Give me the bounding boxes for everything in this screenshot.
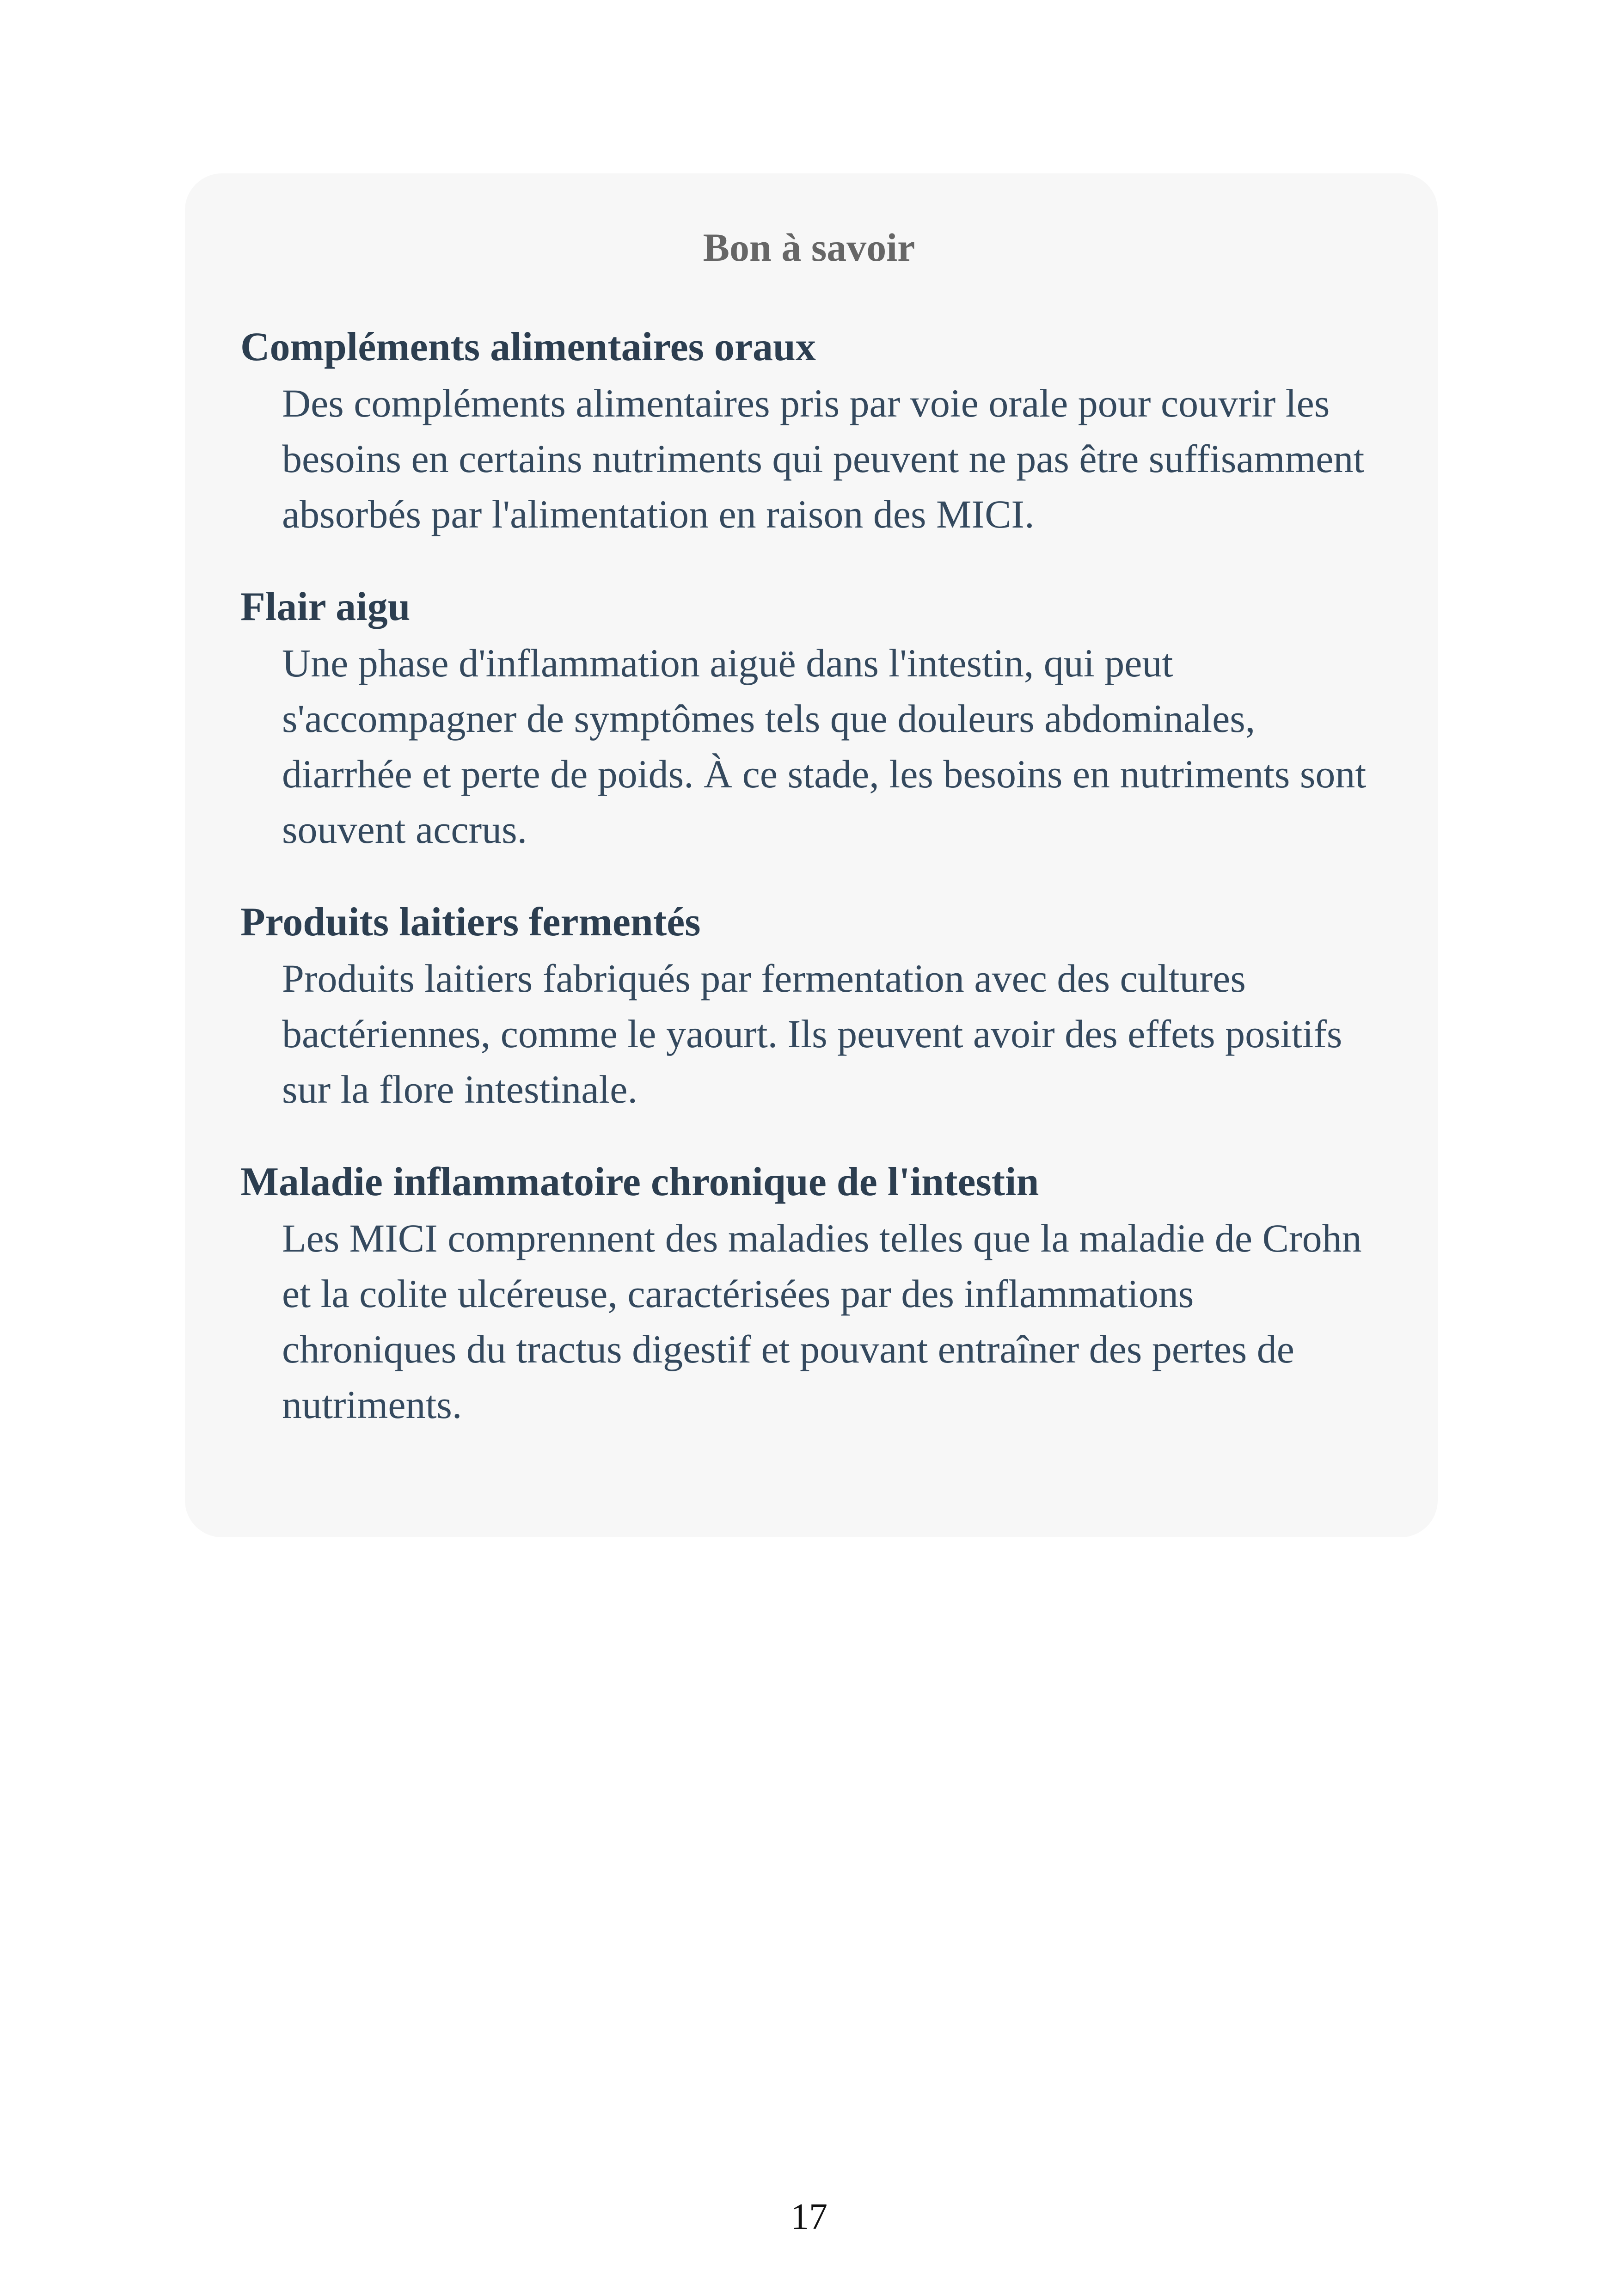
glossary-term: Flair aigu: [240, 584, 411, 629]
glossary-definition: Les MICI comprennent des maladies telles que la maladie de Crohn et la colite ulcéreuse, caractérisées par des inflammations chroniques du tractus digestif et pouvant entraîner des pertes de nutriments.: [282, 1216, 1362, 1427]
page-number: 17: [791, 2197, 827, 2237]
glossary-definition: Produits laitiers fabriqués par fermentation avec des cultures bactériennes, comme le yaourt. Ils peuvent avoir des effets positifs sur la flore intestinale.: [282, 956, 1342, 1111]
glossary-entry: [240, 579, 1378, 857]
glossary-entry: [240, 1154, 1378, 1432]
info-box-title: Bon à savoir: [703, 225, 915, 270]
info-box: [185, 173, 1438, 1537]
glossary-term: Compléments alimentaires oraux: [240, 325, 816, 369]
glossary-term: Maladie inflammatoire chronique de l'intestin: [240, 1160, 1039, 1204]
glossary-definition: Une phase d'inflammation aiguë dans l'intestin, qui peut s'accompagner de symptômes tels que douleurs abdominales, diarrhée et perte de poids. À ce stade, les besoins en nutriments sont souvent accrus.: [282, 641, 1367, 852]
glossary-definition: Des compléments alimentaires pris par voie orale pour couvrir les besoins en certains nutriments qui peuvent ne pas être suffisamment absorbés par l'alimentation en raison des MICI.: [282, 381, 1365, 536]
glossary-entry: [240, 319, 1378, 542]
glossary-entry: [240, 894, 1378, 1117]
glossary-term: Produits laitiers fermentés: [240, 900, 701, 945]
